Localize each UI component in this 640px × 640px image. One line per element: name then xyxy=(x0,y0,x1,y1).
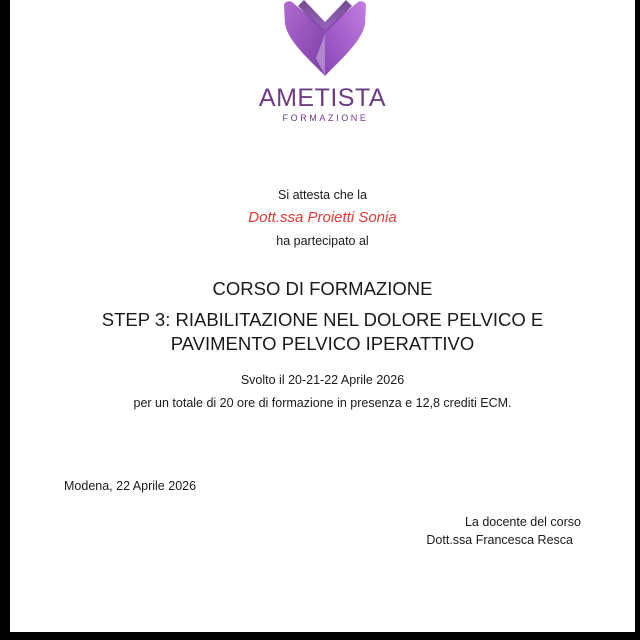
course-title-line-2: PAVIMENTO PELVICO IPERATTIVO xyxy=(170,333,475,354)
participation-line: ha partecipato al xyxy=(276,234,369,248)
attest-line: Si attesta che la xyxy=(278,188,367,202)
teacher-role: La docente del corso xyxy=(464,515,581,529)
course-title-line-1: STEP 3: RIABILITAZIONE NEL DOLORE PELVICO E xyxy=(101,309,544,330)
recipient-name: Dott.ssa Proietti Sonia xyxy=(248,209,397,226)
amethyst-heart-icon xyxy=(282,0,368,78)
teacher-name: Dott.ssa Francesca Resca xyxy=(426,533,573,547)
brand-name: AMETISTA xyxy=(258,84,387,112)
place-date: Modena, 22 Aprile 2026 xyxy=(64,479,197,493)
certificate-page xyxy=(10,0,635,632)
course-type: CORSO DI FORMAZIONE xyxy=(212,278,433,299)
course-totals: per un totale di 20 ore di formazione in presenza e 12,8 crediti ECM. xyxy=(133,396,512,410)
brand-subtitle: FORMAZIONE xyxy=(282,113,369,123)
course-dates: Svolto il 20-21-22 Aprile 2026 xyxy=(240,373,405,387)
